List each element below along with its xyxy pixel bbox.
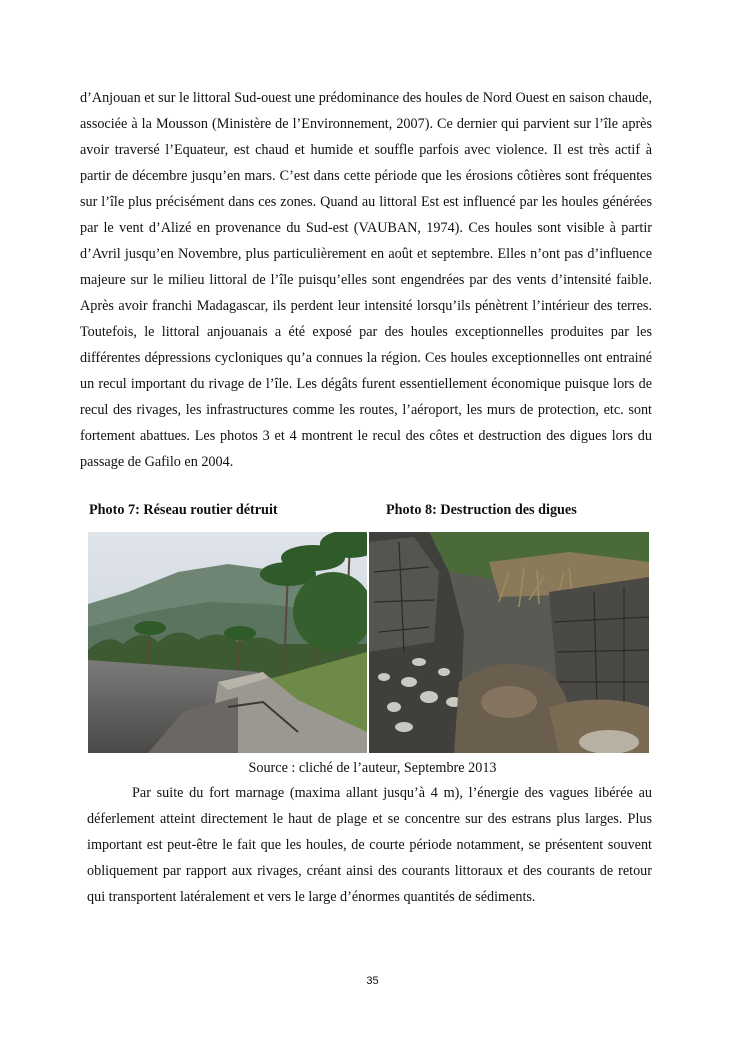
body-paragraph-1: d’Anjouan et sur le littoral Sud-ouest une prédominance des houles de Nord Ouest en saison chaude, associée à la Mousson (Ministère de l’Environnement, 2007). Ce dernier qui parvient sur l’île après avoir traversé l’Equateur, est chaud et humide et souffle parfois avec violence. Il est très actif à partir de décembre jusqu’en mars. C’est dans cette période que les érosions côtières sont fréquentes sur l’île plus précisément dans ces zones. Quand au littoral Est est influencé par les houles générées par le vent d’Alizé en provenance du Sud-est (VAUBAN, 1974). Ces houles sont visible à partir d’Avril jusqu’en Novembre, plus particulièrement en août et septembre. Elles n’ont pas d’influence majeure sur le milieu littoral de l’île puisqu’elles sont engendrées par des vents d’intensité faible. Après avoir franchi Madagascar, ils perdent leur intensité lorsqu’ils pénètrent l’intérieur des terres. Toutefois, le littoral anjouanais a été exposé par des houles exceptionnelles produites par les différentes dépressions cycloniques qu’a connues la région. Ces houles exceptionnelles ont entrainé un recul important du rivage de l’île. Les dégâts furent essentiellement économique puisque lors de recul des rivages, les infrastructures comme les routes, l’aéroport, les murs de protection, etc. sont fortement abattues. Les photos 3 et 4 montrent le recul des côtes et destruction des digues lors du passage de Gafilo en 2004. (80, 90, 652, 470)
page-number: 35 (366, 975, 379, 987)
photo-7-destroyed-road (88, 532, 367, 753)
photo-source: Source : cliché de l’auteur, Septembre 2013 (248, 760, 497, 776)
photo-8-caption: Photo 8: Destruction des digues (386, 502, 577, 518)
photo-7-caption: Photo 7: Réseau routier détruit (89, 502, 278, 518)
body-paragraph-2: Par suite du fort marnage (maxima allant jusqu’à 4 m), l’énergie des vagues libérée au déferlement atteint directement le haut de plage et se concentre sur des estrans plus larges. Plus important est peut-être le fait que les houles, de courte période notamment, se présentent souvent obliquement par rapport aux rivages, créant ainsi des courants littoraux et des courants de retour qui transportent latéralement et vers le large d’énormes quantités de sédiments. (87, 785, 652, 905)
photo-8-destroyed-dikes (369, 532, 649, 753)
